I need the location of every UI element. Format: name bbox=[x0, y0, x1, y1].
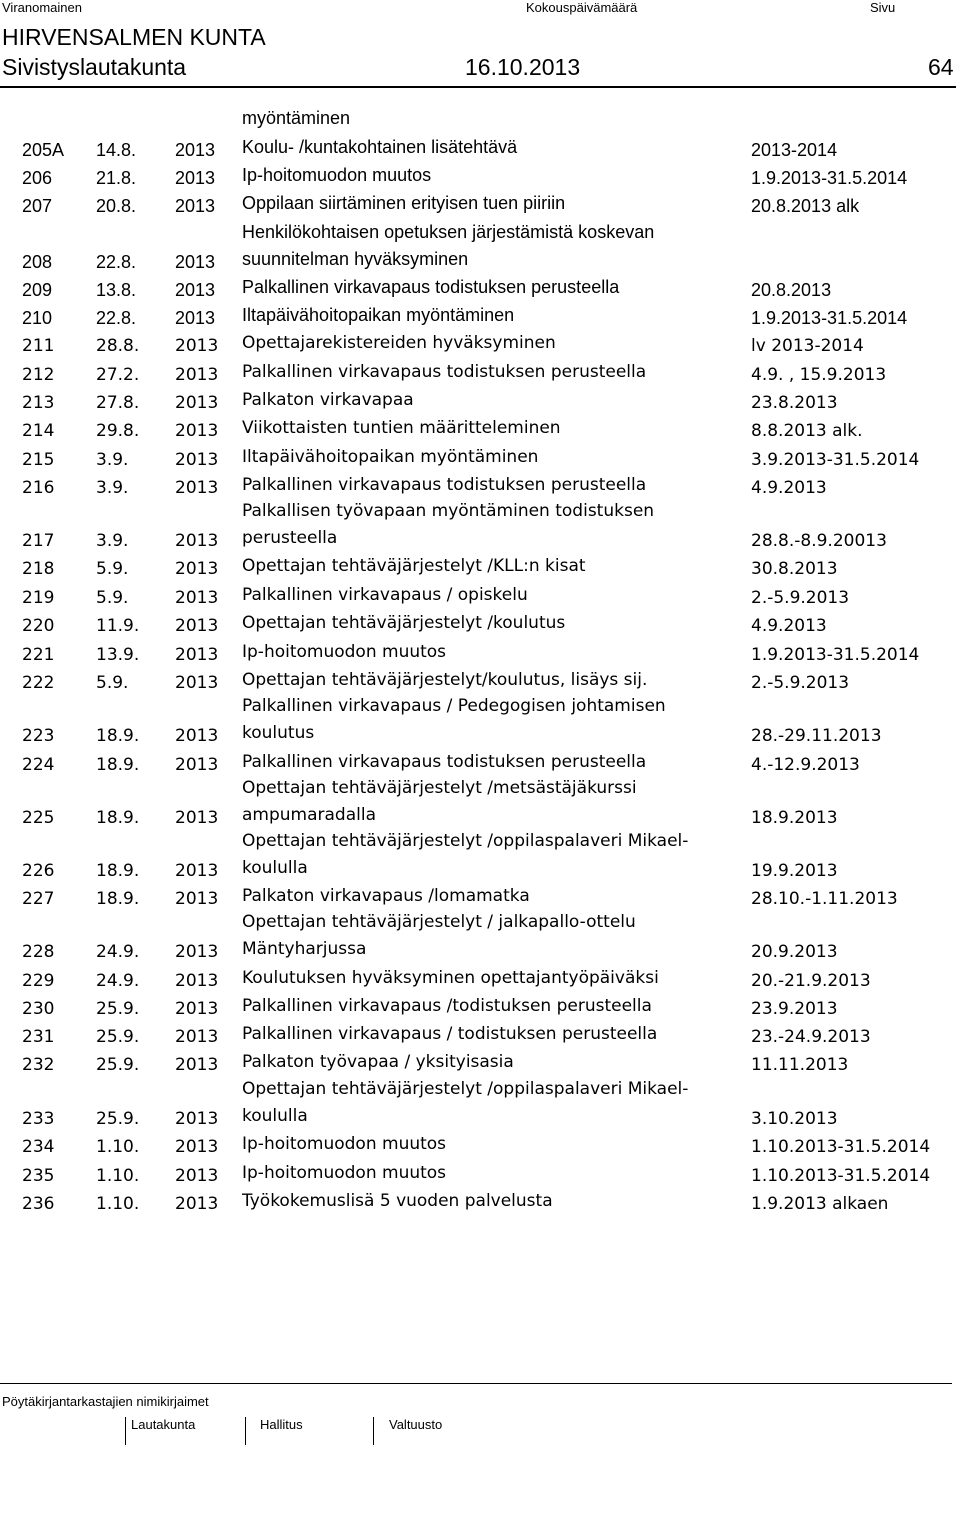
row-description-line: Koulutuksen hyväksyminen opettajantyöpäiväksi bbox=[242, 968, 659, 988]
row-day: 20.8. bbox=[96, 196, 137, 216]
row-day: 3.9. bbox=[96, 450, 129, 470]
row-description-line: Iltapäivähoitopaikan myöntäminen bbox=[242, 447, 539, 467]
row-period: 18.9.2013 bbox=[751, 808, 838, 828]
row-number: 229 bbox=[22, 971, 55, 991]
row-day: 29.8. bbox=[96, 421, 140, 441]
row-year: 2013 bbox=[175, 531, 219, 551]
row-number: 227 bbox=[22, 889, 55, 909]
row-description-line: Henkilökohtaisen opetuksen järjestämistä koskevan bbox=[242, 222, 655, 242]
row-year: 2013 bbox=[175, 393, 219, 413]
row-number: 208 bbox=[22, 252, 53, 272]
row-period: 1.9.2013 alkaen bbox=[751, 1194, 889, 1214]
row-year: 2013 bbox=[175, 1166, 219, 1186]
row-period: 23.-24.9.2013 bbox=[751, 1027, 871, 1047]
row-day: 14.8. bbox=[96, 140, 137, 160]
row-description-line: Oppilaan siirtäminen erityisen tuen piiriin bbox=[242, 193, 566, 213]
row-period: 20.9.2013 bbox=[751, 942, 838, 962]
row-year: 2013 bbox=[175, 336, 219, 356]
row-description-line: Iltapäivähoitopaikan myöntäminen bbox=[242, 305, 515, 325]
row-period: 30.8.2013 bbox=[751, 559, 838, 579]
row-day: 24.9. bbox=[96, 942, 140, 962]
box-hallitus: Hallitus bbox=[260, 1417, 303, 1432]
row-description-line: Palkallinen virkavapaus todistuksen perusteella bbox=[242, 752, 647, 772]
row-year: 2013 bbox=[175, 755, 219, 775]
row-description-line: Opettajan tehtäväjärjestelyt /oppilaspalaveri Mikael- bbox=[242, 831, 689, 851]
row-year: 2013 bbox=[175, 1137, 219, 1157]
footer-divider bbox=[0, 1383, 952, 1384]
row-description-line: suunnitelman hyväksyminen bbox=[242, 249, 469, 269]
row-period: 8.8.2013 alk. bbox=[751, 421, 863, 441]
row-day: 18.9. bbox=[96, 808, 140, 828]
row-number: 235 bbox=[22, 1166, 55, 1186]
row-period: 4.9.2013 bbox=[751, 478, 827, 498]
row-number: 206 bbox=[22, 168, 53, 188]
row-description-line: Opettajarekistereiden hyväksyminen bbox=[242, 333, 556, 353]
row-description-line: Palkaton virkavapaus /lomamatka bbox=[242, 886, 530, 906]
row-number: 228 bbox=[22, 942, 55, 962]
row-year: 2013 bbox=[175, 861, 219, 881]
row-period: 1.9.2013-31.5.2014 bbox=[751, 308, 908, 328]
row-description-line: koulutus bbox=[242, 723, 315, 743]
row-description-line: Palkallisen työvapaan myöntäminen todistuksen bbox=[242, 501, 655, 521]
row-period: 2.-5.9.2013 bbox=[751, 588, 850, 608]
row-day: 25.9. bbox=[96, 1027, 140, 1047]
row-number: 217 bbox=[22, 531, 55, 551]
row-number: 221 bbox=[22, 645, 55, 665]
row-number: 205A bbox=[22, 140, 65, 160]
row-day: 22.8. bbox=[96, 252, 137, 272]
row-description bbox=[242, 1188, 553, 1215]
row-number: 236 bbox=[22, 1194, 55, 1214]
row-period: 19.9.2013 bbox=[751, 861, 838, 881]
row-period: 1.9.2013-31.5.2014 bbox=[751, 645, 920, 665]
row-number: 233 bbox=[22, 1109, 55, 1129]
row-number: 212 bbox=[22, 365, 55, 385]
row-number: 213 bbox=[22, 393, 55, 413]
row-day: 5.9. bbox=[96, 673, 129, 693]
row-description-line: perusteella bbox=[242, 528, 338, 548]
row-year: 2013 bbox=[175, 140, 216, 160]
row-day: 18.9. bbox=[96, 726, 140, 746]
row-description-line: Opettajan tehtäväjärjestelyt /KLL:n kisat bbox=[242, 556, 586, 576]
row-description-line: Palkallinen virkavapaus todistuksen perusteella bbox=[242, 362, 647, 382]
row-description-line: Ip-hoitomuodon muutos bbox=[242, 1163, 447, 1183]
row-period: lv 2013-2014 bbox=[751, 336, 864, 356]
row-day: 1.10. bbox=[96, 1137, 140, 1157]
row-period: 1.9.2013-31.5.2014 bbox=[751, 168, 908, 188]
row-year: 2013 bbox=[175, 616, 219, 636]
row-description-line: Mäntyharjussa bbox=[242, 939, 367, 959]
row-year: 2013 bbox=[175, 942, 219, 962]
row-number: 214 bbox=[22, 421, 55, 441]
page-number: 64 bbox=[928, 54, 954, 80]
row-day: 5.9. bbox=[96, 559, 129, 579]
continuation-text: myöntäminen bbox=[242, 108, 351, 128]
row-day: 27.2. bbox=[96, 365, 140, 385]
row-day: 22.8. bbox=[96, 308, 137, 328]
row-number: 215 bbox=[22, 450, 55, 470]
row-description-line: Palkallinen virkavapaus todistuksen perusteella bbox=[242, 475, 647, 495]
box-divider bbox=[245, 1417, 246, 1445]
row-number: 234 bbox=[22, 1137, 55, 1157]
row-year: 2013 bbox=[175, 421, 219, 441]
row-year: 2013 bbox=[175, 808, 219, 828]
row-day: 1.10. bbox=[96, 1194, 140, 1214]
row-day: 18.9. bbox=[96, 889, 140, 909]
row-number: 223 bbox=[22, 726, 55, 746]
row-period: 20.-21.9.2013 bbox=[751, 971, 871, 991]
row-description-line: Työkokemuslisä 5 vuoden palvelusta bbox=[242, 1191, 553, 1211]
row-number: 222 bbox=[22, 673, 55, 693]
row-period: 3.9.2013-31.5.2014 bbox=[751, 450, 920, 470]
row-day: 24.9. bbox=[96, 971, 140, 991]
row-period: 1.10.2013-31.5.2014 bbox=[751, 1137, 931, 1157]
row-day: 13.9. bbox=[96, 645, 140, 665]
row-year: 2013 bbox=[175, 252, 216, 272]
row-year: 2013 bbox=[175, 726, 219, 746]
signatures-label: Pöytäkirjantarkastajien nimikirjaimet bbox=[2, 1394, 209, 1409]
row-period: 1.10.2013-31.5.2014 bbox=[751, 1166, 931, 1186]
row-day: 25.9. bbox=[96, 999, 140, 1019]
box-divider bbox=[125, 1417, 126, 1445]
row-description-line: Palkallinen virkavapaus todistuksen perusteella bbox=[242, 277, 620, 297]
row-description-line: Viikottaisten tuntien määritteleminen bbox=[242, 418, 561, 438]
row-day: 1.10. bbox=[96, 1166, 140, 1186]
row-day: 3.9. bbox=[96, 478, 129, 498]
organization-name: HIRVENSALMEN KUNTA bbox=[2, 24, 266, 50]
row-period: 4.9.2013 bbox=[751, 616, 827, 636]
row-description-line: Ip-hoitomuodon muutos bbox=[242, 642, 447, 662]
row-period: 4.9. , 15.9.2013 bbox=[751, 365, 887, 385]
row-period: 2.-5.9.2013 bbox=[751, 673, 850, 693]
row-year: 2013 bbox=[175, 280, 216, 300]
row-description-line: Palkaton virkavapaa bbox=[242, 390, 414, 410]
row-description-line: Koulu- /kuntakohtainen lisätehtävä bbox=[242, 137, 518, 157]
row-number: 216 bbox=[22, 478, 55, 498]
label-page: Sivu bbox=[870, 0, 896, 15]
label-meeting-date: Kokouspäivämäärä bbox=[526, 0, 638, 15]
row-day: 28.8. bbox=[96, 336, 140, 356]
row-description-line: koululla bbox=[242, 858, 308, 878]
row-number: 211 bbox=[22, 336, 55, 356]
row-period: 28.10.-1.11.2013 bbox=[751, 889, 898, 909]
row-year: 2013 bbox=[175, 588, 219, 608]
row-year: 2013 bbox=[175, 1109, 219, 1129]
row-period: 23.9.2013 bbox=[751, 999, 838, 1019]
row-year: 2013 bbox=[175, 478, 219, 498]
row-number: 232 bbox=[22, 1055, 55, 1075]
row-year: 2013 bbox=[175, 1055, 219, 1075]
row-period: 20.8.2013 alk bbox=[751, 196, 860, 216]
row-year: 2013 bbox=[175, 889, 219, 909]
row-number: 207 bbox=[22, 196, 53, 216]
row-day: 13.8. bbox=[96, 280, 137, 300]
row-year: 2013 bbox=[175, 168, 216, 188]
row-number: 231 bbox=[22, 1027, 55, 1047]
row-period: 20.8.2013 bbox=[751, 280, 832, 300]
row-description-line: Palkallinen virkavapaus /todistuksen perusteella bbox=[242, 996, 652, 1016]
box-valtuusto: Valtuusto bbox=[389, 1417, 443, 1432]
row-day: 27.8. bbox=[96, 393, 140, 413]
row-year: 2013 bbox=[175, 365, 219, 385]
row-description-line: Opettajan tehtäväjärjestelyt /oppilaspalaveri Mikael- bbox=[242, 1079, 689, 1099]
label-official: Viranomainen bbox=[2, 0, 82, 15]
row-year: 2013 bbox=[175, 1194, 219, 1214]
row-description-line: Opettajan tehtäväjärjestelyt/koulutus, lisäys sij. bbox=[242, 670, 648, 690]
row-number: 224 bbox=[22, 755, 55, 775]
row-period: 28.-29.11.2013 bbox=[751, 726, 882, 746]
row-period: 11.11.2013 bbox=[751, 1055, 849, 1075]
row-number: 226 bbox=[22, 861, 55, 881]
row-number: 219 bbox=[22, 588, 55, 608]
row-year: 2013 bbox=[175, 308, 216, 328]
row-day: 5.9. bbox=[96, 588, 129, 608]
row-year: 2013 bbox=[175, 559, 219, 579]
row-year: 2013 bbox=[175, 645, 219, 665]
row-day: 21.8. bbox=[96, 168, 137, 188]
row-year: 2013 bbox=[175, 1027, 219, 1047]
row-day: 18.9. bbox=[96, 861, 140, 881]
row-year: 2013 bbox=[175, 999, 219, 1019]
row-year: 2013 bbox=[175, 196, 216, 216]
row-number: 210 bbox=[22, 308, 53, 328]
row-description-line: Ip-hoitomuodon muutos bbox=[242, 1134, 447, 1154]
row-description-line: Palkallinen virkavapaus / todistuksen perusteella bbox=[242, 1024, 658, 1044]
row-number: 225 bbox=[22, 808, 55, 828]
box-lautakunta: Lautakunta bbox=[131, 1417, 196, 1432]
row-description-line: ampumaradalla bbox=[242, 805, 376, 825]
row-year: 2013 bbox=[175, 450, 219, 470]
board-name: Sivistyslautakunta bbox=[2, 54, 187, 80]
row-year: 2013 bbox=[175, 673, 219, 693]
row-period: 23.8.2013 bbox=[751, 393, 838, 413]
row-number: 209 bbox=[22, 280, 53, 300]
row-number: 220 bbox=[22, 616, 55, 636]
row-year: 2013 bbox=[175, 971, 219, 991]
meeting-date: 16.10.2013 bbox=[465, 54, 581, 80]
row-day: 25.9. bbox=[96, 1109, 140, 1129]
row-description-line: Opettajan tehtäväjärjestelyt /koulutus bbox=[242, 613, 566, 633]
row-period: 28.8.-8.9.20013 bbox=[751, 531, 887, 551]
box-divider bbox=[373, 1417, 374, 1445]
row-period: 3.10.2013 bbox=[751, 1109, 838, 1129]
row-day: 11.9. bbox=[96, 616, 140, 636]
row-description-line: Ip-hoitomuodon muutos bbox=[242, 165, 432, 185]
row-number: 230 bbox=[22, 999, 55, 1019]
row-description-line: koululla bbox=[242, 1106, 308, 1126]
row-description-line: Palkaton työvapaa / yksityisasia bbox=[242, 1052, 514, 1072]
row-period: 4.-12.9.2013 bbox=[751, 755, 860, 775]
row-description-line: Palkallinen virkavapaus / opiskelu bbox=[242, 585, 528, 605]
row-day: 25.9. bbox=[96, 1055, 140, 1075]
row-number: 218 bbox=[22, 559, 55, 579]
row-period: 2013-2014 bbox=[751, 140, 838, 160]
row-day: 3.9. bbox=[96, 531, 129, 551]
row-day: 18.9. bbox=[96, 755, 140, 775]
row-description-line: Opettajan tehtäväjärjestelyt /metsästäjäkurssi bbox=[242, 778, 637, 798]
row-description-line: Palkallinen virkavapaus / Pedegogisen johtamisen bbox=[242, 696, 666, 716]
row-description-line: Opettajan tehtäväjärjestelyt / jalkapallo-ottelu bbox=[242, 912, 636, 932]
